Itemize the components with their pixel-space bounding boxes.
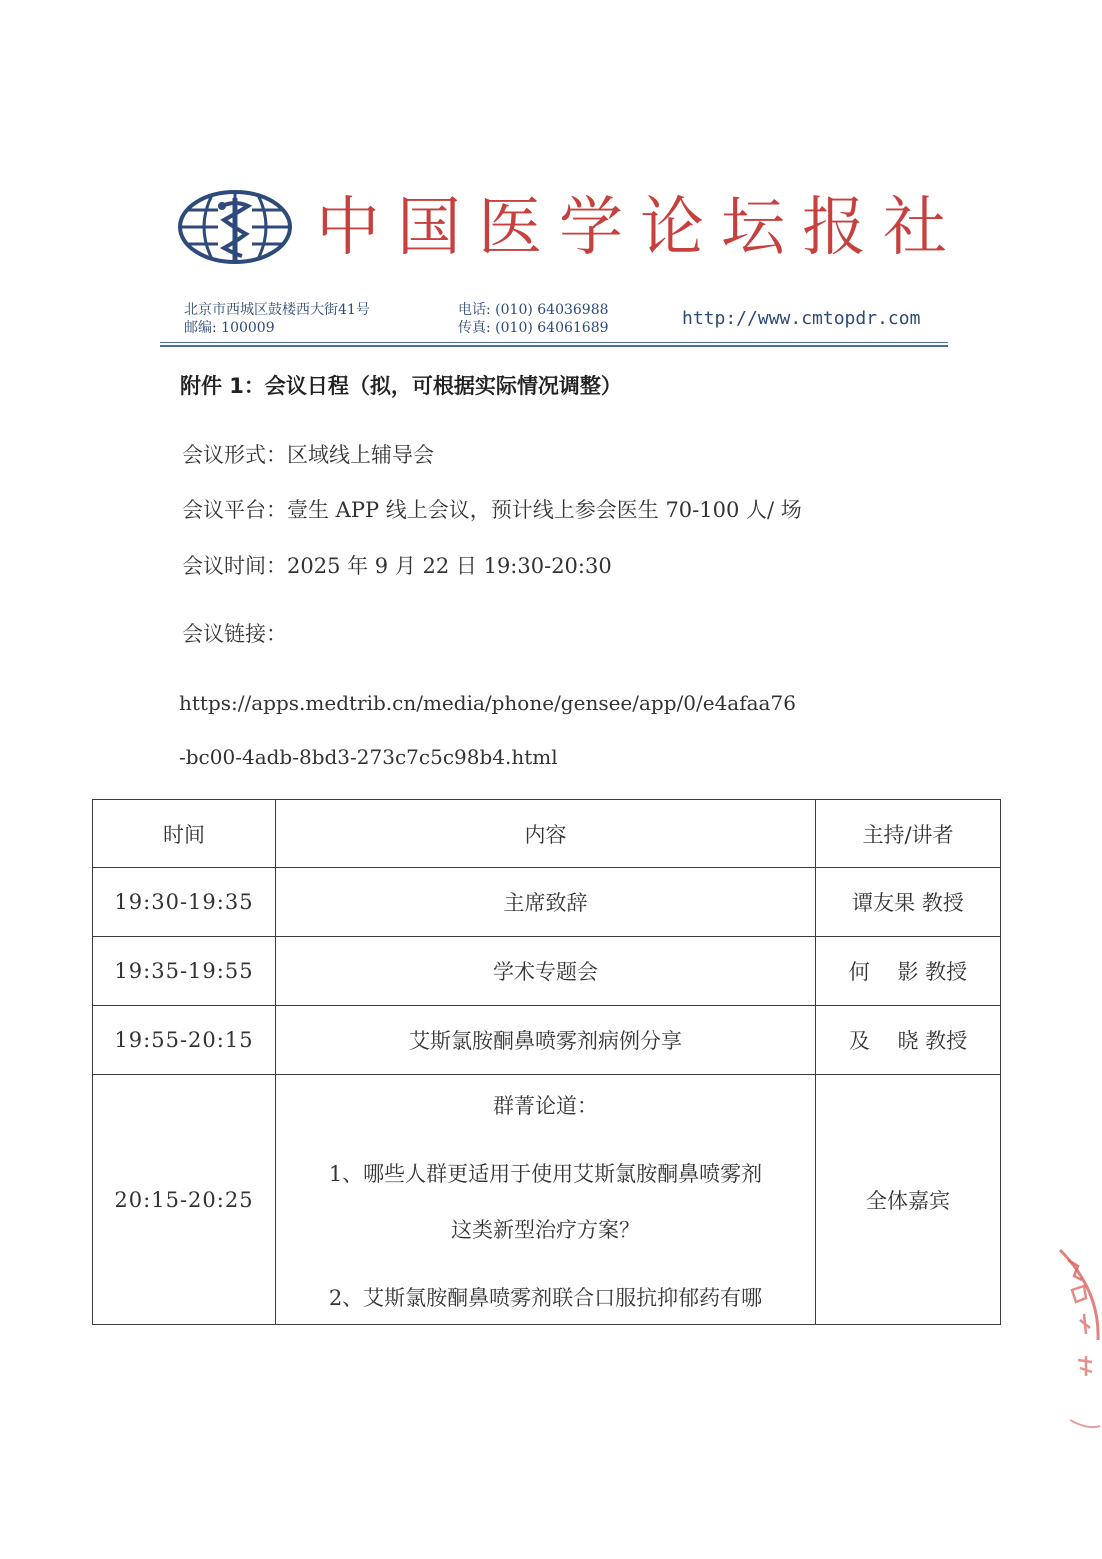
- discussion-question-1-line2: 这类新型治疗方案？: [451, 1218, 640, 1242]
- row-speaker: 何 影 教授: [816, 937, 1001, 1006]
- row-speaker: 全体嘉宾: [816, 1075, 1001, 1325]
- table-row: [93, 937, 1001, 1006]
- table-row: [93, 1075, 1001, 1325]
- phone-number: 电话: (010) 64036988: [458, 302, 609, 318]
- row-content: 学术专题会: [276, 937, 816, 1006]
- table-row: [93, 868, 1001, 937]
- discussion-question-1-line1: 1、哪些人群更适用于使用艾斯氯胺酮鼻喷雾剂: [328, 1162, 763, 1186]
- website-link[interactable]: http://www.cmtopdr.com: [682, 308, 921, 329]
- globe-caduceus-logo: [178, 190, 292, 264]
- letterhead-divider: [160, 342, 948, 343]
- header-time: 时间: [93, 800, 276, 868]
- row-speaker: 谭友果 教授: [816, 868, 1001, 937]
- letterhead-divider-thick: [160, 345, 948, 347]
- agenda-table: [92, 799, 1001, 1325]
- meeting-time: 会议时间：2025 年 9 月 22 日 19:30-20:30: [182, 554, 612, 578]
- row-content: 主席致辞: [276, 868, 816, 937]
- row-time: 19:30-19:35: [93, 868, 276, 937]
- meeting-link-url-part2[interactable]: -bc00-4adb-8bd3-273c7c5c98b4.html: [179, 745, 558, 769]
- discussion-question-2-line1: 2、艾斯氯胺酮鼻喷雾剂联合口服抗抑郁药有哪: [328, 1286, 763, 1310]
- row-content: 艾斯氯胺酮鼻喷雾剂病例分享: [276, 1006, 816, 1075]
- meeting-format: 会议形式：区域线上辅导会: [182, 443, 434, 467]
- table-row: [93, 1006, 1001, 1075]
- row-speaker: 及 晓 教授: [816, 1006, 1001, 1075]
- discussion-title: 群菁论道：: [493, 1094, 598, 1118]
- row-content-discussion: [276, 1075, 816, 1325]
- table-header-row: [93, 800, 1001, 868]
- address: 北京市西城区鼓楼西大街41号: [184, 302, 370, 318]
- header-speaker: 主持/讲者: [816, 800, 1001, 868]
- attachment-heading: 附件 1：会议日程（拟，可根据实际情况调整）: [180, 374, 622, 398]
- meeting-link-url-part1[interactable]: https://apps.medtrib.cn/media/phone/gensee/app/0/e4afaa76: [179, 691, 796, 715]
- row-time: 19:55-20:15: [93, 1006, 276, 1075]
- fax-number: 传真: (010) 64061689: [458, 320, 609, 336]
- organization-name: 中国医学论坛报社: [316, 191, 964, 265]
- meeting-link-label: 会议链接：: [182, 622, 287, 646]
- postcode: 邮编: 100009: [184, 320, 275, 336]
- meeting-platform: 会议平台：壹生 APP 线上会议，预计线上参会医生 70-100 人/ 场: [182, 498, 802, 522]
- header-content: 内容: [276, 800, 816, 868]
- official-seal-stamp: [1040, 1230, 1102, 1450]
- row-time: 19:35-19:55: [93, 937, 276, 1006]
- row-time: 20:15-20:25: [93, 1075, 276, 1325]
